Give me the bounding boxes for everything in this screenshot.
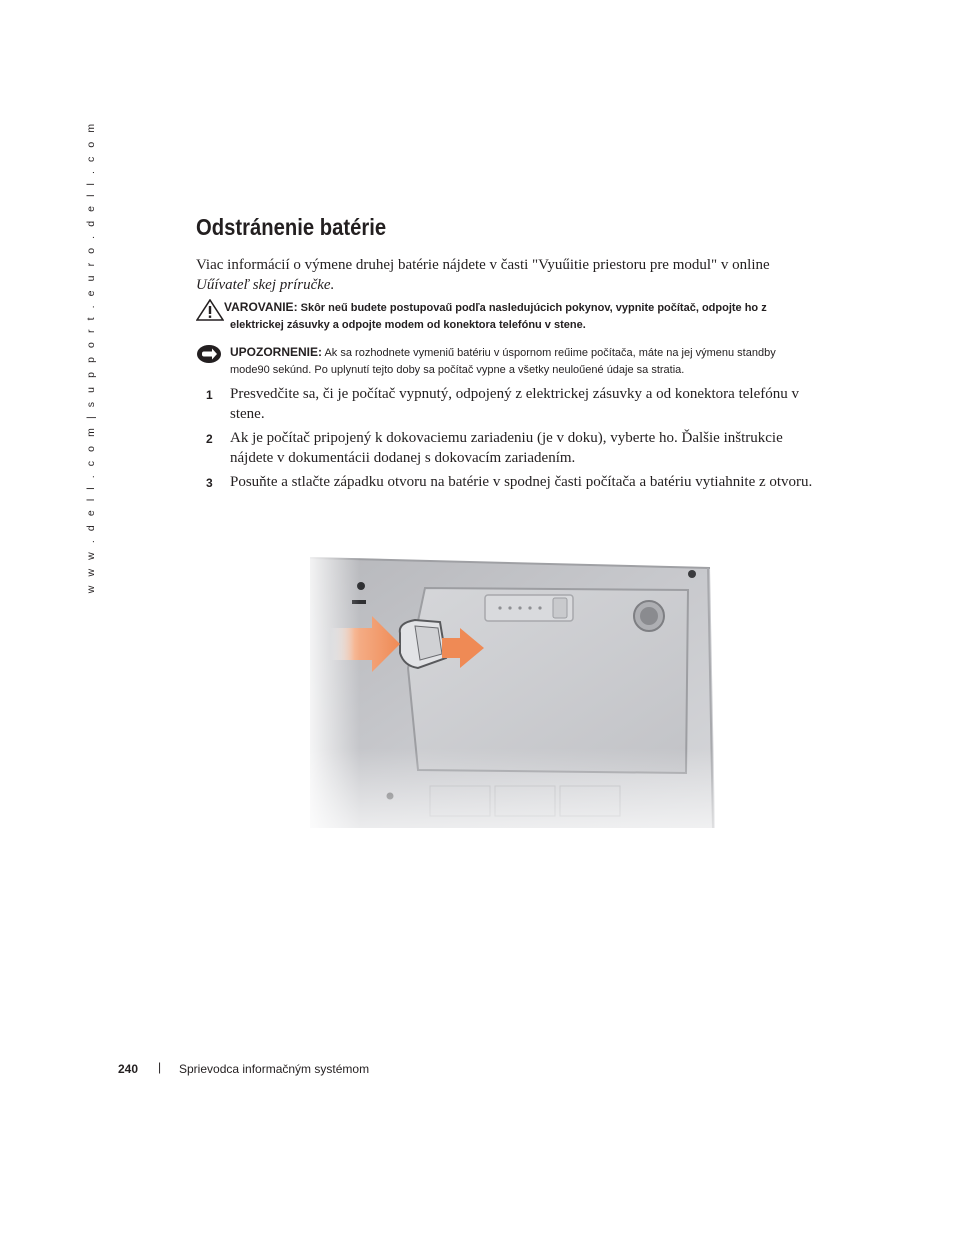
list-item (196, 473, 826, 493)
caution-hand-icon (196, 344, 222, 364)
intro-link-title: Uűívateľ skej príručke. (196, 277, 335, 293)
step-number: 3 (206, 476, 213, 490)
steps-list (196, 385, 826, 498)
intro-paragraph (196, 255, 816, 295)
step-text: Posuňte a stlačte západku otvoru na batérie v spodnej časti počítača a batériu vytiahnite z otvoru. (230, 474, 813, 490)
step-number: 1 (206, 388, 213, 402)
warning-notice (196, 299, 816, 334)
intro-text: Viac informácií o výmene druhej batérie nájdete v časti "Vyuűitie priestoru pre modul" v online (196, 257, 770, 273)
battery-removal-illustration (300, 528, 730, 873)
sidebar-url (82, 120, 100, 594)
footer-title: Sprievodca informačným systémom (179, 1062, 370, 1076)
warning-text: Skôr neű budete postupovaű podľa nasledujúcich pokynov, vypnite počítač, odpojte ho z elektrickej zásuvky a odpojte modem od konektora telefónu v stene. (230, 302, 767, 331)
step-text: Presvedčite sa, či je počítač vypnutý, odpojený z elektrickej zásuvky a od konektora telefónu v stene. (230, 386, 799, 422)
sidebar-url-text: w w w . d e l l . c o m | s u p p o r t . e u r o . d e l l . c o m (85, 120, 97, 594)
caution-notice (196, 344, 816, 379)
step-text: Ak je počítač pripojený k dokovaciemu zariadeniu (je v doku), vyberte ho. Ďalšie inštrukcie nájdete v dokumentácii dodanej s dokovacím zariadením. (230, 430, 783, 466)
caution-label: UPOZORNENIE: (230, 345, 323, 359)
step-number: 2 (206, 432, 213, 446)
warning-triangle-icon (196, 299, 224, 321)
footer-separator: | (158, 1060, 162, 1074)
page-number: 240 (118, 1062, 139, 1076)
list-item (196, 385, 826, 424)
page-title: Odstránenie batérie (196, 214, 387, 240)
warning-label: VAROVANIE: (224, 300, 298, 314)
caution-text: Ak sa rozhodnete vymeniű batériu v úspornom reűime počítača, máte na jej výmenu standby mode90 sekúnd. Po uplynutí tejto doby sa počítač vypne a všetky neuloűené údaje sa stratia. (230, 347, 776, 376)
list-item (196, 429, 826, 468)
